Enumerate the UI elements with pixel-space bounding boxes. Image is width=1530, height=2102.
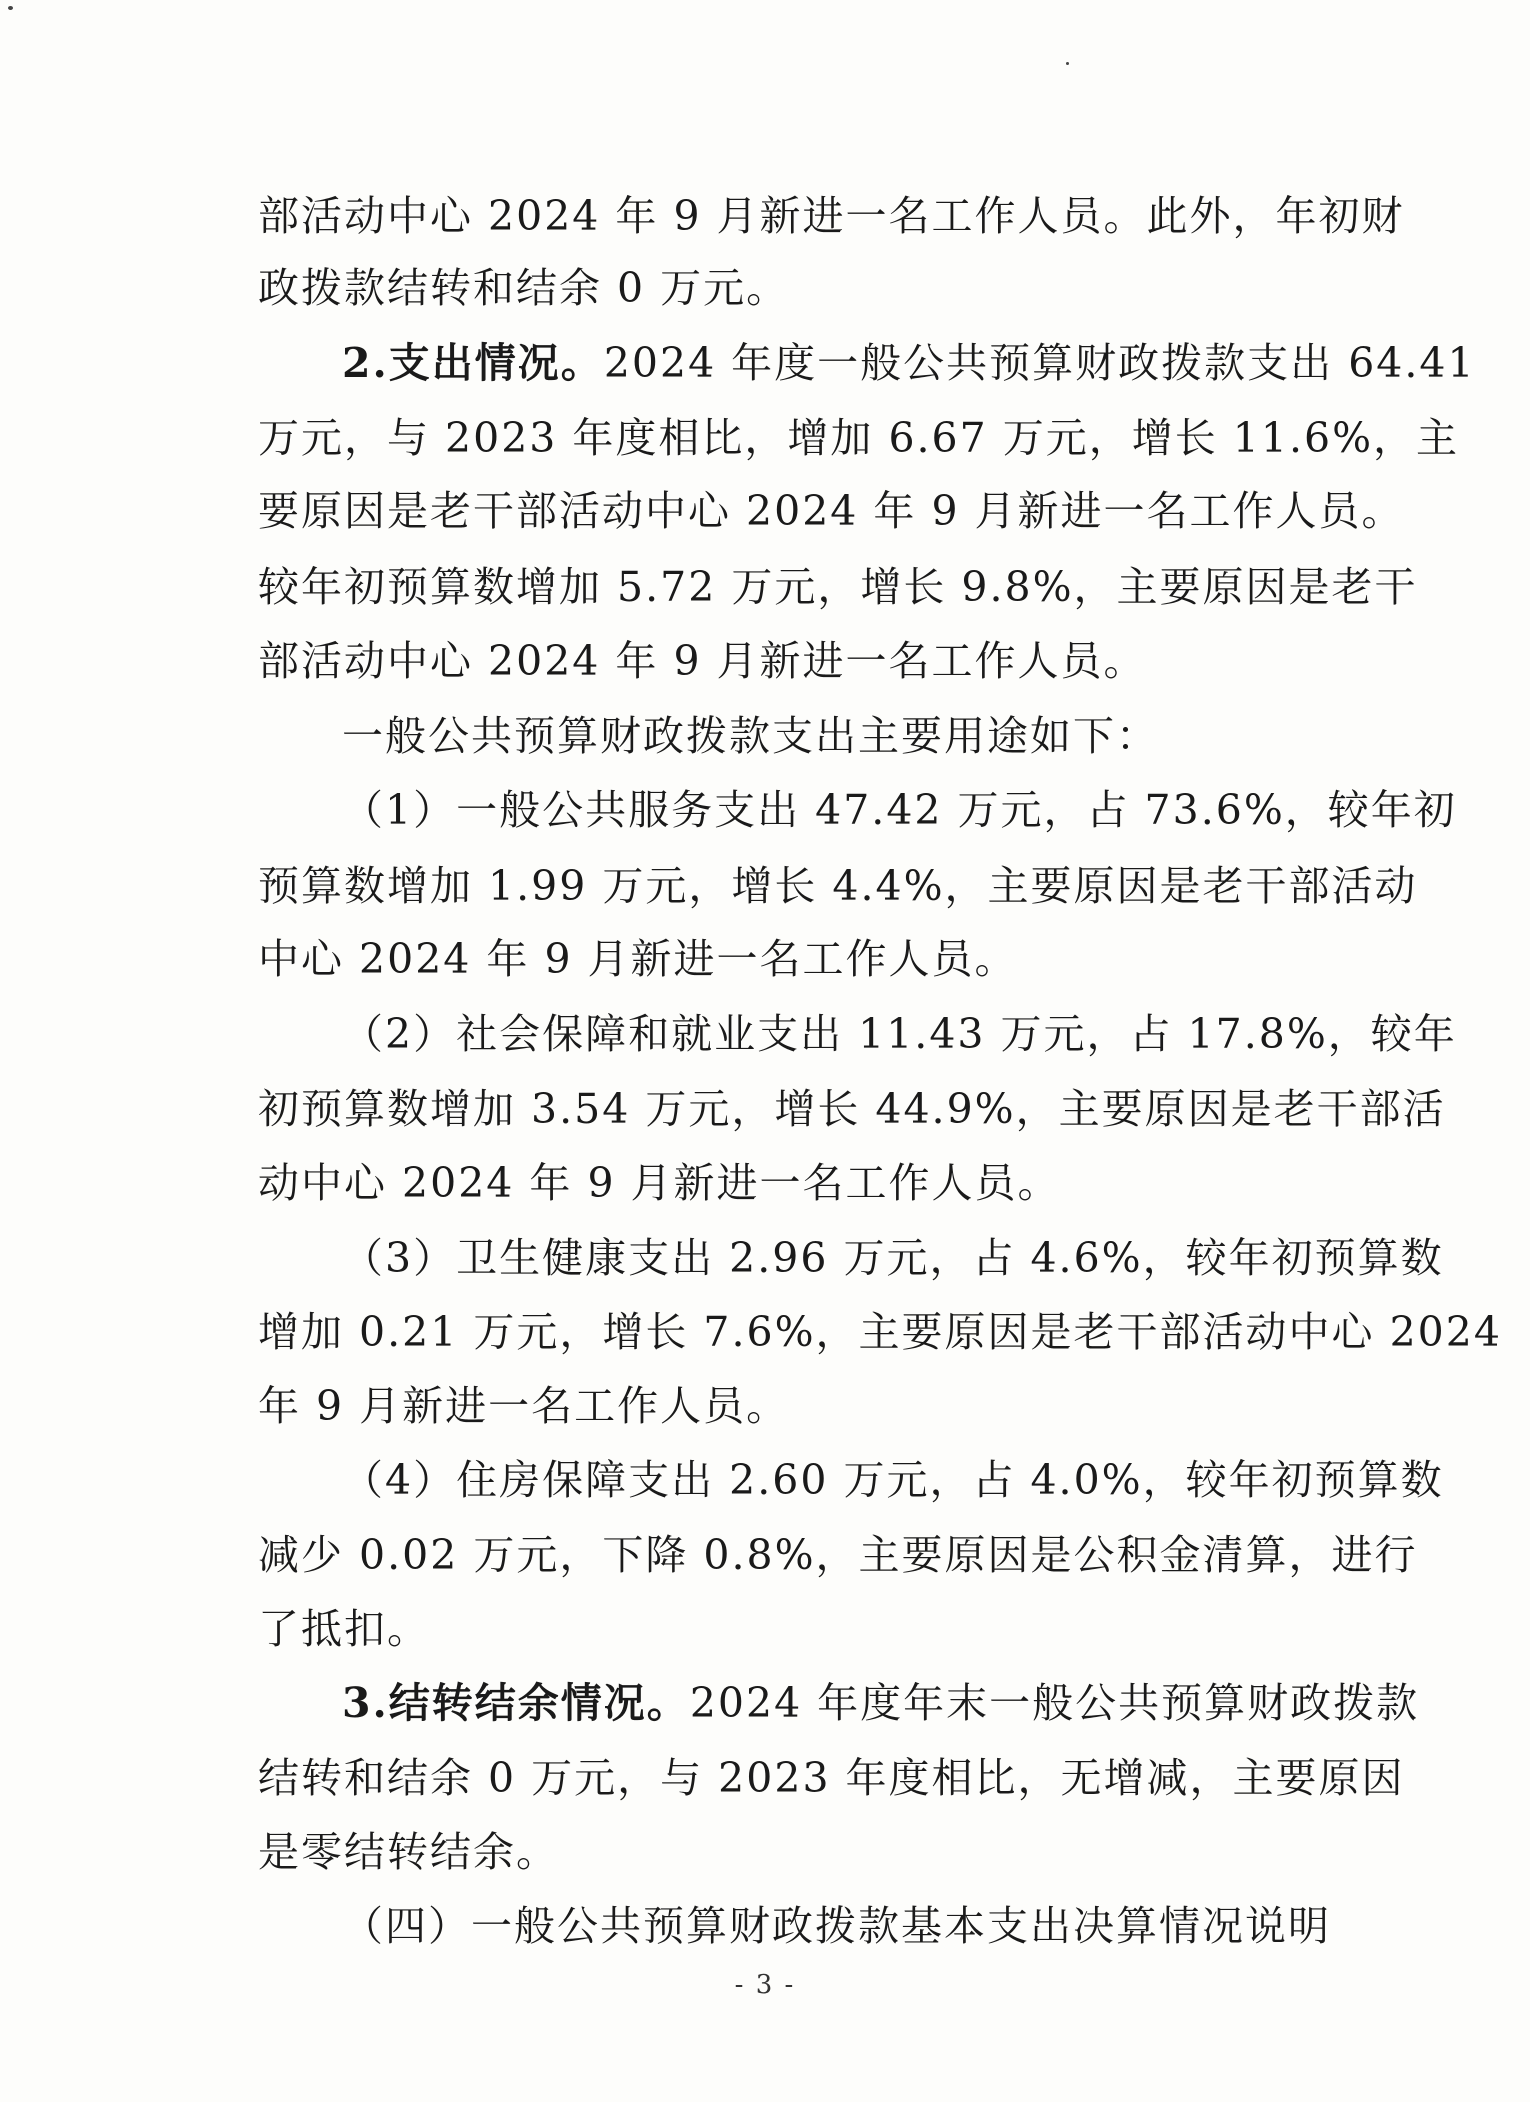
paragraph-expenditure: [342, 339, 1476, 387]
body-line: 较年初预算数增加 5.72 万元，增长 9.8%，主要原因是老干: [258, 563, 1418, 611]
scan-speck: [1066, 62, 1069, 65]
section-heading-carryover: 3.结转结余情况。: [342, 1679, 690, 1727]
body-line: （1）一般公共服务支出 47.42 万元，占 73.6%，较年初: [342, 786, 1457, 834]
section-heading-basic-expenditure: （四）一般公共预算财政拨款基本支出决算情况说明: [342, 1902, 1331, 1950]
body-line: 一般公共预算财政拨款支出主要用途如下：: [342, 712, 1159, 760]
body-line: 是零结转结余。: [258, 1828, 559, 1876]
body-line: （3）卫生健康支出 2.96 万元，占 4.6%，较年初预算数: [342, 1234, 1444, 1282]
body-line: 万元，与 2023 年度相比，增加 6.67 万元，增长 11.6%，主: [258, 414, 1460, 462]
body-line: 中心 2024 年 9 月新进一名工作人员。: [258, 935, 1018, 983]
body-line: （2）社会保障和就业支出 11.43 万元，占 17.8%，较年: [342, 1010, 1457, 1058]
body-line: 预算数增加 1.99 万元，增长 4.4%，主要原因是老干部活动: [258, 862, 1418, 910]
body-line: （4）住房保障支出 2.60 万元，占 4.0%，较年初预算数: [342, 1456, 1444, 1504]
body-line: 部活动中心 2024 年 9 月新进一名工作人员。此外，年初财: [258, 192, 1405, 240]
page-number: - 3 -: [734, 1970, 796, 2000]
section-heading-expenditure: 2.支出情况。: [342, 339, 604, 387]
body-line: 动中心 2024 年 9 月新进一名工作人员。: [258, 1159, 1061, 1207]
body-line: 减少 0.02 万元，下降 0.8%，主要原因是公积金清算，进行: [258, 1531, 1418, 1579]
paragraph-carryover: [342, 1679, 1420, 1727]
body-line: 年 9 月新进一名工作人员。: [258, 1382, 790, 1430]
body-line: 增加 0.21 万元，增长 7.6%，主要原因是老干部活动中心 2024: [258, 1308, 1502, 1356]
body-text: 2024 年度一般公共预算财政拨款支出 64.41: [603, 339, 1476, 387]
body-line: 政拨款结转和结余 0 万元。: [258, 264, 790, 312]
body-line: 部活动中心 2024 年 9 月新进一名工作人员。: [258, 637, 1147, 685]
scan-speck: [8, 6, 13, 10]
body-line: 初预算数增加 3.54 万元，增长 44.9%，主要原因是老干部活: [258, 1085, 1446, 1133]
body-line: 了抵扣。: [258, 1605, 430, 1653]
body-line: 结转和结余 0 万元，与 2023 年度相比，无增减，主要原因: [258, 1754, 1405, 1802]
body-line: 要原因是老干部活动中心 2024 年 9 月新进一名工作人员。: [258, 487, 1405, 535]
body-text: 2024 年度年末一般公共预算财政拨款: [689, 1679, 1420, 1727]
